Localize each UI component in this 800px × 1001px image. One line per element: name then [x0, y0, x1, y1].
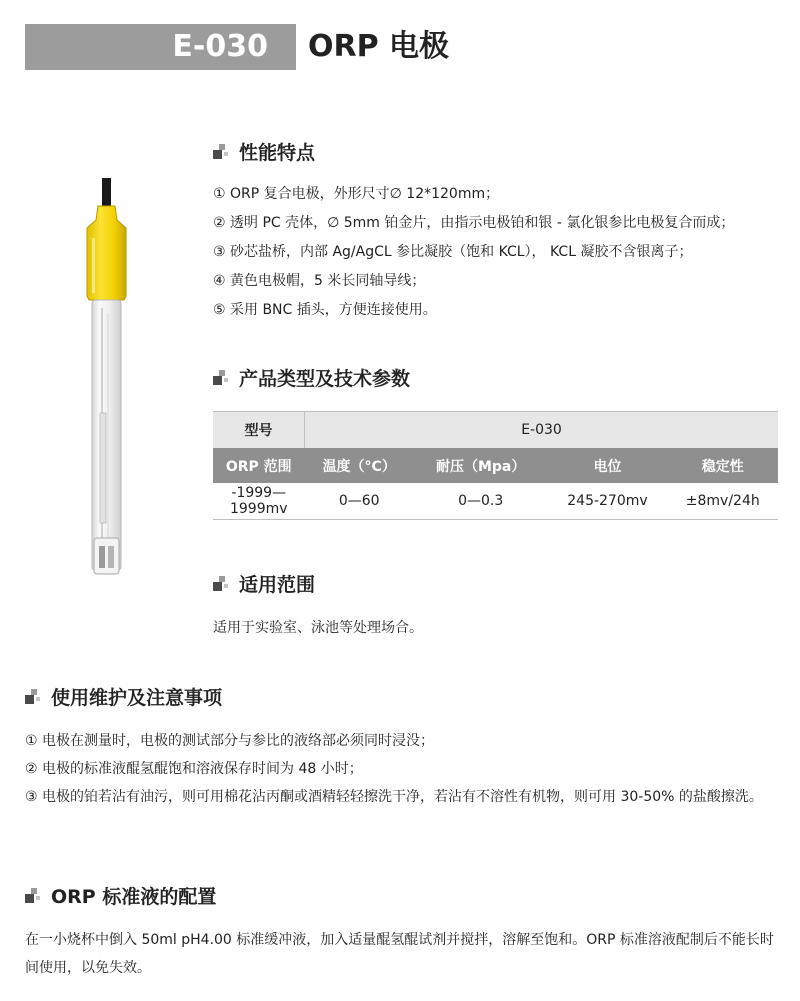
features-heading — [213, 138, 315, 165]
features-title: 性能特点 — [239, 142, 316, 164]
scope-title: 适用范围 — [239, 574, 316, 596]
cable — [102, 178, 111, 208]
standard-text: 在一小烧杯中倒入 50ml pH4.00 标准缓冲液，加入适量醌氢醌试剂并搅拌，溶解至饱和。ORP 标准溶液配制后不能长时间使用，以免失效。 — [25, 932, 774, 976]
specs-title: 产品类型及技术参数 — [239, 368, 411, 390]
section-bullet-icon — [213, 576, 229, 592]
product-code: E-030 — [172, 29, 268, 64]
column-header: 耐压（Mpa） — [414, 448, 548, 483]
list-item: ④ 黄色电极帽，5 米长同轴导线； — [213, 273, 426, 289]
column-header: ORP 范围 — [213, 448, 305, 483]
list-item: ② 电极的标准液醌氢醌饱和溶液保存时间为 48 小时； — [25, 761, 363, 777]
table-header-row — [213, 448, 778, 483]
specs-heading — [213, 364, 410, 391]
model-value: E-030 — [305, 412, 779, 449]
section-bullet-icon — [213, 144, 229, 160]
electrode-tip — [94, 538, 119, 574]
section-bullet-icon — [25, 888, 41, 904]
scope-text: 适用于实验室、泳池等处理场合。 — [213, 620, 423, 636]
column-header: 温度（°C） — [305, 448, 414, 483]
electrode-body — [92, 300, 121, 570]
list-item: ⑤ 采用 BNC 插头，方便连接使用。 — [213, 302, 437, 318]
standard-heading — [25, 882, 216, 909]
maintenance-heading — [25, 683, 222, 710]
table-cell: -1999—1999mv — [213, 483, 305, 520]
list-item: ② 透明 PC 壳体，∅ 5mm 铂金片，由指示电极铂和银 - 氯化银参比电极复合而成； — [213, 215, 735, 231]
list-item: ③ 电极的铂若沾有油污，则可用棉花沾丙酮或酒精轻轻擦洗干净，若沾有不溶性有机物，则可用 30-50% 的盐酸擦洗。 — [25, 789, 763, 805]
maintenance-title: 使用维护及注意事项 — [51, 687, 223, 709]
column-header: 电位 — [547, 448, 667, 483]
standard-title: ORP 标准液的配置 — [51, 886, 217, 908]
table-cell: ±8mv/24h — [668, 483, 778, 520]
model-label: 型号 — [213, 412, 305, 449]
list-item: ① ORP 复合电极，外形尺寸∅ 12*120mm； — [213, 186, 500, 202]
table-row — [213, 412, 778, 449]
maintenance-list — [25, 727, 785, 811]
page-title: ORP 电极 — [308, 29, 450, 64]
table-cell: 0—60 — [305, 483, 414, 520]
features-list — [213, 180, 734, 325]
table-cell: 0—0.3 — [414, 483, 548, 520]
electrode-image — [82, 178, 138, 583]
list-item: ③ 砂芯盐桥，内部 Ag/AgCL 参比凝胶（饱和 KCL）， KCL 凝胶不含银离子； — [213, 244, 693, 260]
section-bullet-icon — [25, 689, 41, 705]
table-cell: 245-270mv — [547, 483, 667, 520]
table-row — [213, 483, 778, 520]
list-item: ① 电极在测量时，电极的测试部分与参比的液络部必须同时浸没； — [25, 733, 434, 749]
column-header: 稳定性 — [668, 448, 778, 483]
section-bullet-icon — [213, 370, 229, 386]
scope-heading — [213, 570, 315, 597]
spec-table — [213, 411, 778, 520]
